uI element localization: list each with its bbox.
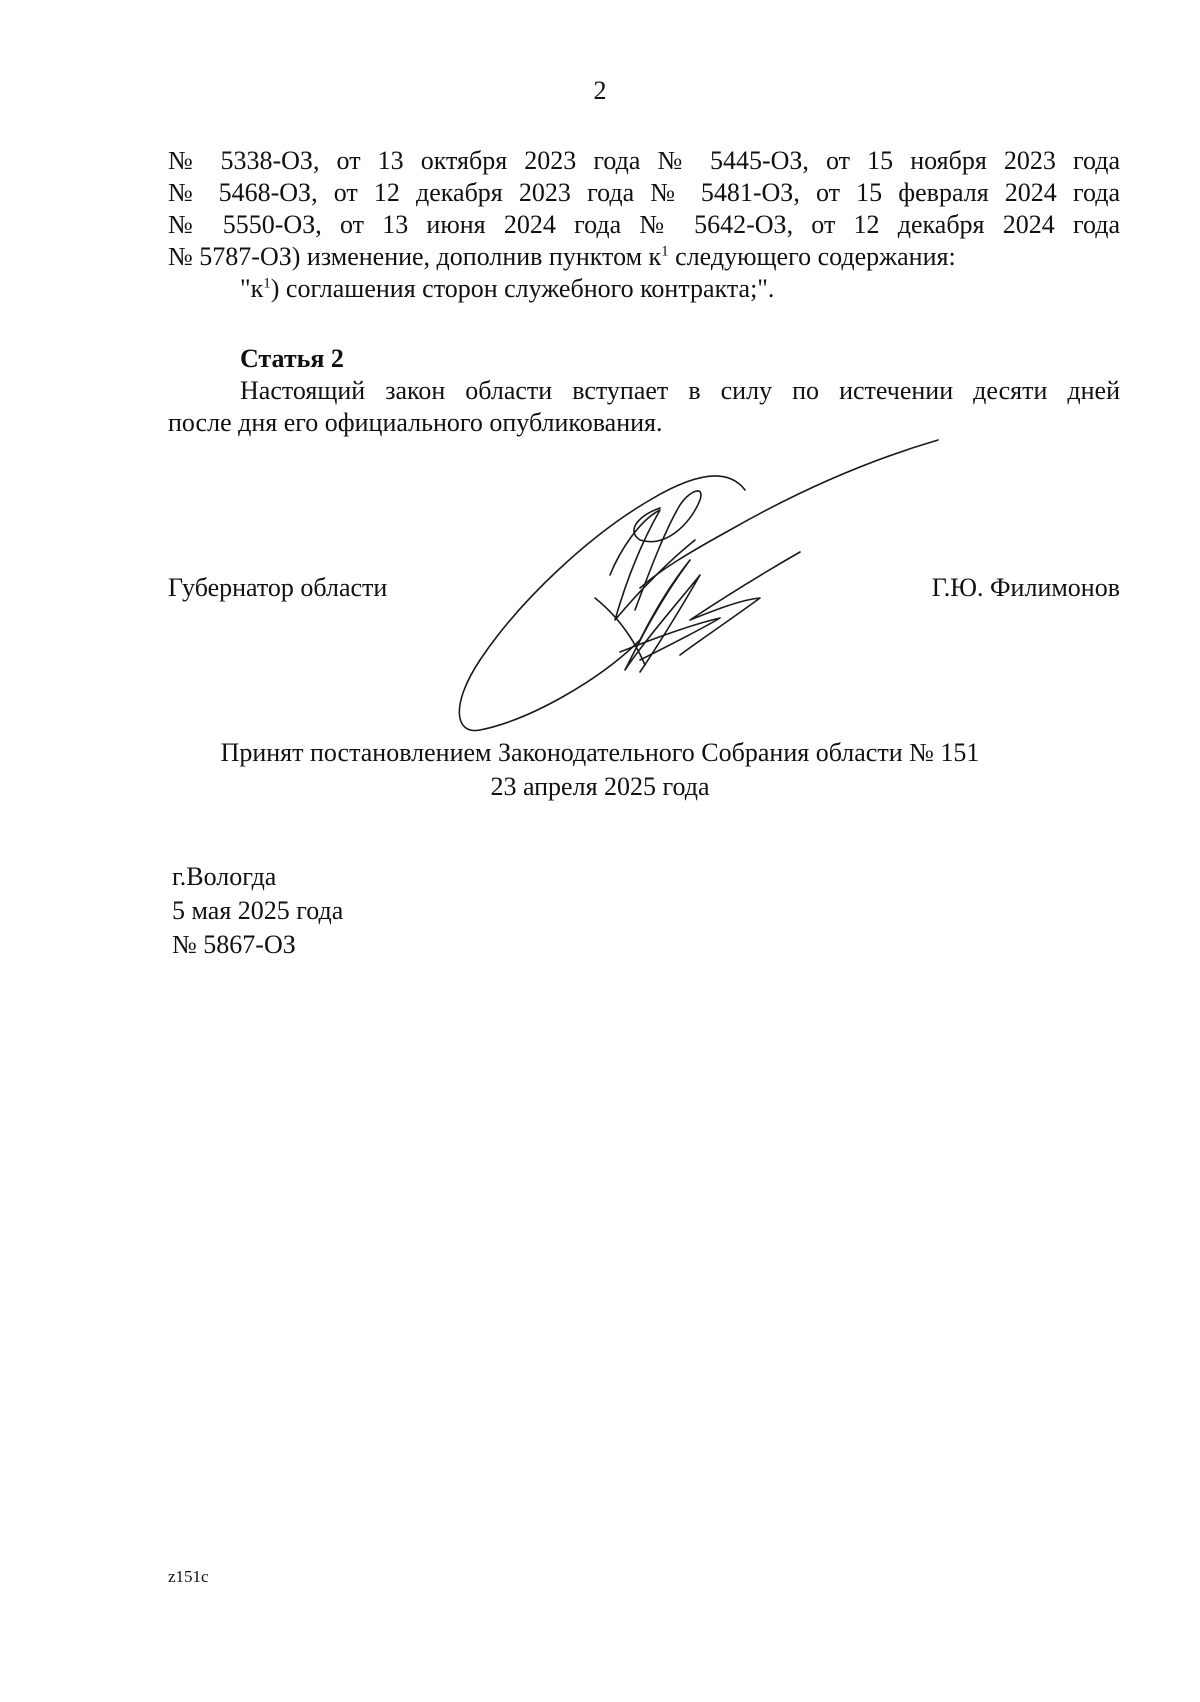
paragraph-text: следующего содержания: [668,242,956,271]
signatory-position: Губернатор области [168,573,388,602]
city: г.Вологда [172,862,277,891]
superscript: 1 [661,243,669,260]
quote-text: "к [240,274,264,303]
paragraph-line: Настоящий закон области вступает в силу по истечении десяти дней [240,376,1120,405]
place-date-number [172,860,343,962]
signatory-name: Г.Ю. Филимонов [931,573,1120,602]
superscript: 1 [263,275,271,292]
article-heading: Статья 2 [240,344,344,373]
adoption-date: 23 апреля 2025 года [490,772,710,801]
law-number: № 5867-ОЗ [172,930,296,959]
paragraph-line [168,241,1120,273]
quoted-clause [168,273,1120,305]
adoption-resolution: Принят постановлением Законодательного Собрания области № 151 [220,738,980,767]
paragraph-text: № 5787-ОЗ) изменение, дополнив пунктом к [168,242,662,271]
amendment-paragraph [168,145,1120,305]
law-date: 5 мая 2025 года [172,896,344,925]
paragraph-line: после дня его официального опубликования. [168,408,663,437]
article-body [168,375,1120,439]
paragraph-line: № 5338-ОЗ, от 13 октября 2023 года № 5445-ОЗ, от 15 ноября 2023 года [168,146,1120,175]
page-number: 2 [593,76,607,105]
paragraph-line: № 5550-ОЗ, от 13 июня 2024 года № 5642-ОЗ, от 12 декабря 2024 года [168,210,1120,239]
quote-text: ) соглашения сторон служебного контракта;". [270,274,775,303]
footer-code: z151c [168,1567,209,1586]
paragraph-line: № 5468-ОЗ, от 12 декабря 2023 года № 5481-ОЗ, от 15 февраля 2024 года [168,178,1120,207]
